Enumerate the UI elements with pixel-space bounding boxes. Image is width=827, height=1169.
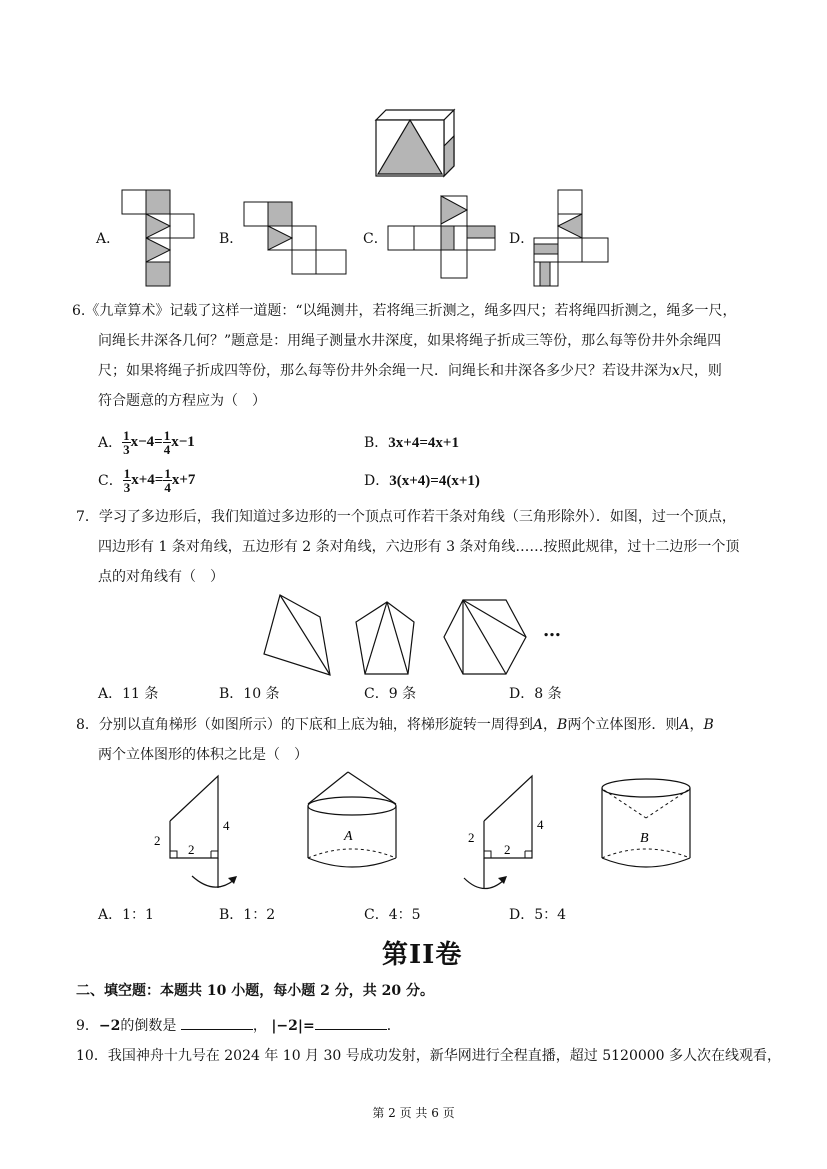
side-label-4: 4 [537,817,544,832]
q7-line-1: 7．学习了多边形后，我们知道过多边形的一个顶点可作若干条对角线（三角形除外）．如图，过一个顶点， [76,509,736,525]
q8-option-c[interactable]: C．4：5 [364,907,421,923]
q7-option-d[interactable]: D．8 条 [509,686,562,702]
q10-line: 10．我国神舟十九号在 2024 年 10 月 30 号成功发射，新华网进行全程直播，超过 5120000 多人次在线观看， [76,1048,782,1064]
q7-line-2: 四边形有 1 条对角线，五边形有 2 条对角线，六边形有 3 条对角线……按照此规律，过十二边形一个顶 [98,539,740,555]
q6-option-b[interactable]: B．3x+4=4x+1 [364,435,459,451]
q5-option-a-label[interactable]: A． [96,231,121,247]
side-label-2: 2 [154,833,161,848]
q7-option-c[interactable]: C．9 条 [364,686,417,702]
trapezoid-rotation-left [148,772,248,897]
q6-option-a[interactable]: A． $\frac{1}{3}$ x−4= $\frac{1}{4}$ x−1 [98,427,195,457]
net-d-figure [530,188,612,290]
solid-b-figure [596,776,696,872]
cube-figure [370,108,460,180]
q9-blank-2[interactable] [315,1015,387,1030]
q5-option-c-label[interactable]: C． [363,231,388,247]
base-label-2: 2 [504,842,511,857]
solid-b-label: B [640,831,649,846]
quadrilateral [264,595,330,675]
q6-option-c[interactable]: C． $\frac{1}{3}$ x+4= $\frac{1}{4}$ x+7 [98,465,196,495]
q6-line-4: 符合题意的方程应为（ ） [98,393,266,409]
side-label-2: 2 [468,830,475,845]
polygon-ellipsis: … [543,620,561,641]
section-heading: 二、填空题：本题共 10 小题，每小题 2 分，共 20 分。 [76,983,434,999]
q9-blank-1[interactable] [181,1015,253,1030]
q7-line-3: 点的对角线有（ ） [98,569,224,585]
net-b-figure [242,198,352,280]
solid-a-figure [300,768,404,872]
q6-option-d[interactable]: D．3(x+4)=4(x+1) [364,473,480,489]
net-c-figure [386,192,500,282]
q8-line-2: 两个立体图形的体积之比是（ ） [98,747,308,763]
section-title: 第II卷 [382,940,463,970]
trapezoid-rotation-right [460,772,560,897]
q7-option-b[interactable]: B．10 条 [219,686,280,702]
solid-a-label: A [344,829,353,844]
q7-option-a[interactable]: A．11 条 [98,686,159,702]
q8-option-b[interactable]: B．1：2 [219,907,276,923]
q6-line-2: 问绳长井深各几何？”题意是：用绳子测量水井深度，如果将绳子折成三等份，那么每等份井外余绳四 [98,333,722,349]
q6-line-3: 尺；如果将绳子折成四等份，那么每等份井外余绳一尺．问绳长和井深各多少尺？若设井深为x尺，则 [98,363,722,379]
q6-var-x: x [672,363,680,379]
q8-option-a[interactable]: A．1：1 [98,907,154,923]
q9-line: 9．−2的倒数是 ， |−2|= ． [76,1015,401,1036]
net-a-figure [118,188,198,288]
q8-line-1: 8．分别以直角梯形（如图所示）的下底和上底为轴，将梯形旋转一周得到A，B两个立体图形．则A，B [76,717,714,733]
q8-option-d[interactable]: D．5：4 [509,907,567,923]
base-label-2: 2 [188,842,195,857]
polygons-figure [258,592,538,682]
q6-line-1: 6.《九章算术》记载了这样一道题：“以绳测井，若将绳三折测之，绳多四尺；若将绳四折测之，绳多一尺， [72,303,737,319]
q5-option-b-label[interactable]: B． [219,231,244,247]
page-footer: 第 2 页 共 6 页 [372,1106,455,1120]
side-label-4: 4 [223,818,230,833]
q5-option-d-label[interactable]: D． [509,231,535,247]
